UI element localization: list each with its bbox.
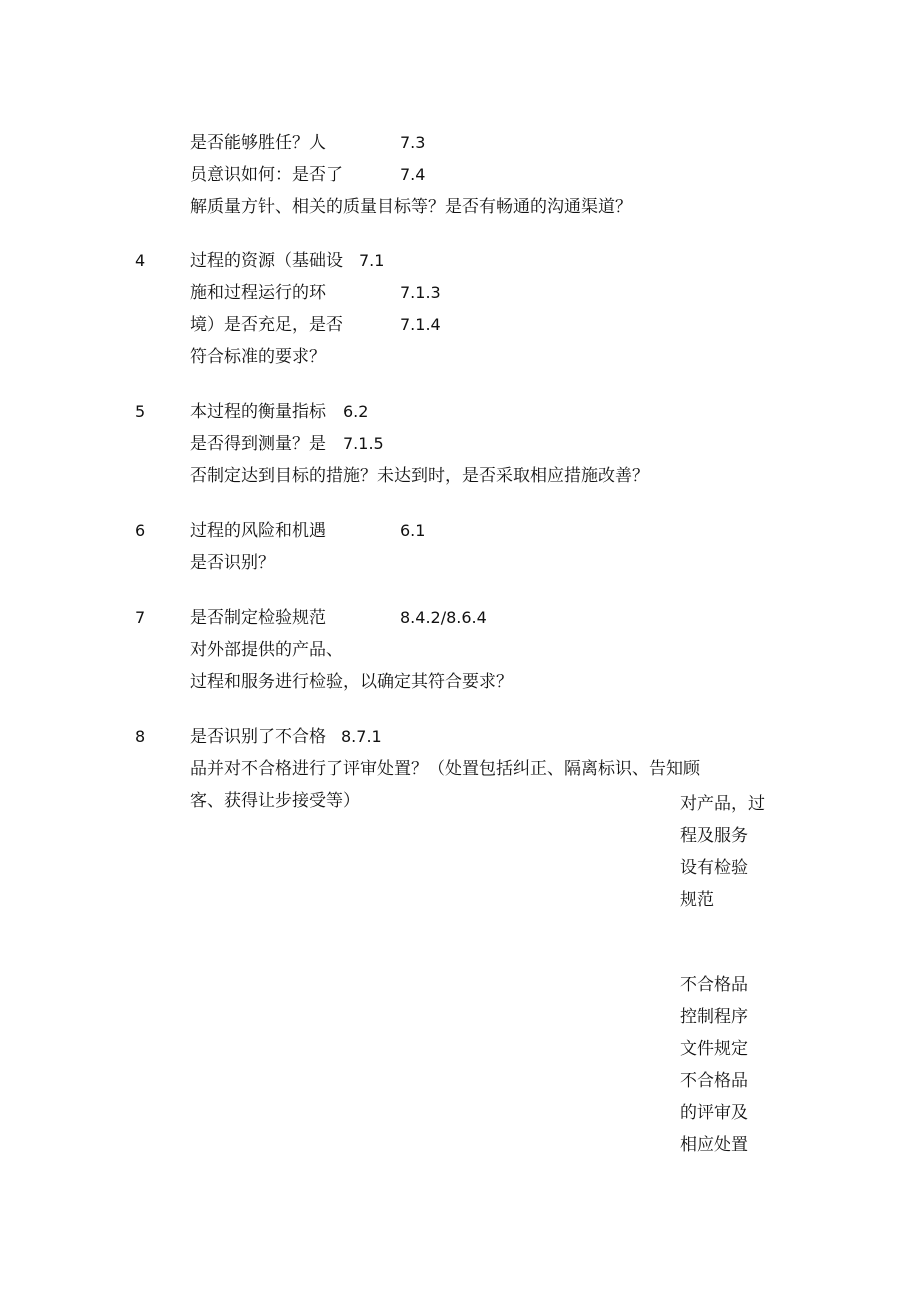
row3-line-2: 员意识如何：是否了 — [190, 165, 343, 185]
row8-note-line-4: 不合格品 — [680, 1071, 748, 1091]
row6-clause-1: 6.1 — [400, 521, 426, 540]
row7-clause-1: 8.4.2/8.6.4 — [400, 608, 487, 627]
row7-note-line-1: 对产品，过 — [680, 794, 765, 814]
row3-line-1: 是否能够胜任？人 — [190, 133, 326, 153]
row7-line-2: 对外部提供的产品、 — [190, 640, 343, 660]
row3-clause-1: 7.3 — [400, 133, 426, 152]
row8-note-line-6: 相应处置 — [680, 1135, 748, 1155]
row3-line-3: 解质量方针、相关的质量目标等？是否有畅通的沟通渠道？ — [190, 197, 632, 217]
row6-line-1: 过程的风险和机遇 — [190, 521, 326, 541]
row8-clause-1: 8.7.1 — [341, 727, 382, 746]
row5-line-3: 否制定达到目标的措施？未达到时，是否采取相应措施改善？ — [190, 466, 649, 486]
row4-line-4: 符合标准的要求？ — [190, 347, 326, 367]
row7-line-1: 是否制定检验规范 — [190, 608, 326, 628]
row6-number: 6 — [135, 521, 146, 540]
row7-note-line-3: 设有检验 — [680, 858, 748, 878]
row7-note-line-2: 程及服务 — [680, 826, 748, 846]
row8-note-line-2: 控制程序 — [680, 1007, 748, 1027]
row5-clause-1: 6.2 — [343, 402, 369, 421]
row4-line-1: 过程的资源（基础设 — [190, 251, 343, 271]
row8-line-2: 品并对不合格进行了评审处置？（处置包括纠正、隔离标识、告知顾 — [190, 759, 700, 779]
row8-number: 8 — [135, 727, 146, 746]
row8-line-3: 客、获得让步接受等） — [190, 791, 360, 811]
row4-number: 4 — [135, 251, 146, 270]
row8-note-line-1: 不合格品 — [680, 975, 748, 995]
row5-line-1: 本过程的衡量指标 — [190, 402, 326, 422]
row8-line-1: 是否识别了不合格 — [190, 727, 326, 747]
row8-note-line-5: 的评审及 — [680, 1103, 748, 1123]
row4-line-3: 境）是否充足，是否 — [190, 315, 343, 335]
row5-clause-2: 7.1.5 — [343, 434, 384, 453]
row4-clause-3: 7.1.4 — [400, 315, 441, 334]
row6-line-2: 是否识别？ — [190, 553, 275, 573]
row7-line-3: 过程和服务进行检验，以确定其符合要求？ — [190, 672, 513, 692]
row4-line-2: 施和过程运行的环 — [190, 283, 326, 303]
row7-note-line-4: 规范 — [680, 890, 714, 910]
row5-line-2: 是否得到测量？是 — [190, 434, 326, 454]
row4-clause-1: 7.1 — [359, 251, 385, 270]
row4-clause-2: 7.1.3 — [400, 283, 441, 302]
row7-number: 7 — [135, 608, 146, 627]
row5-number: 5 — [135, 402, 146, 421]
row8-note-line-3: 文件规定 — [680, 1039, 748, 1059]
row3-clause-2: 7.4 — [400, 165, 426, 184]
